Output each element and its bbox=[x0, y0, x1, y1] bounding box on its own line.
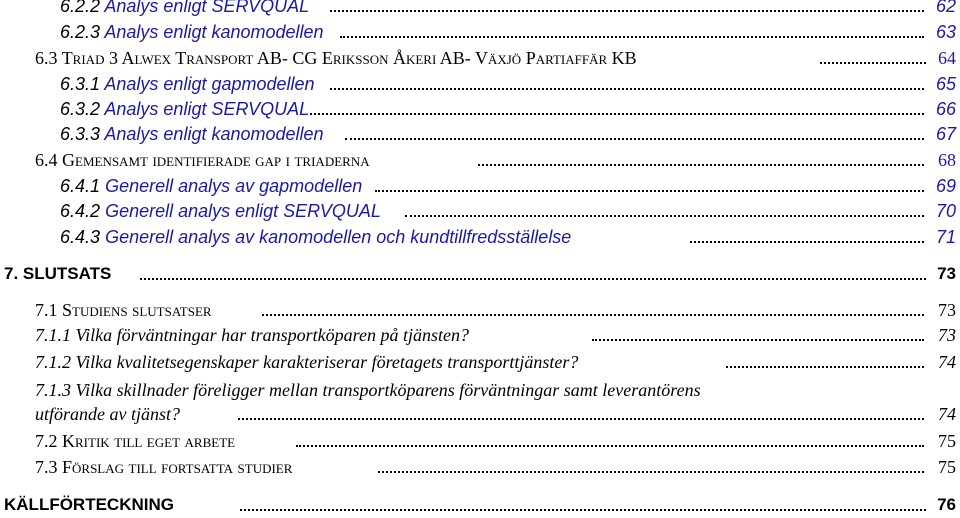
toc-entry-6-3-2[interactable] bbox=[0, 97, 960, 121]
toc-page-number[interactable]: 75 bbox=[938, 431, 956, 451]
toc-page-number[interactable]: 71 bbox=[935, 227, 956, 247]
toc-title[interactable]: Vilka kvalitetsegenskaper karakteriserar företagets transporttjänster? bbox=[75, 352, 579, 372]
toc-number: 7. bbox=[4, 264, 19, 283]
toc-title[interactable]: KÄLLFÖRTECKNING bbox=[4, 493, 175, 517]
toc-entry-6-3-3[interactable] bbox=[0, 122, 960, 146]
toc-title[interactable]: Analys enligt kanomodellen bbox=[104, 22, 324, 42]
toc-page-number[interactable]: 63 bbox=[935, 22, 956, 42]
toc-entry-7-2[interactable] bbox=[0, 429, 960, 453]
toc-page-number[interactable]: 74 bbox=[938, 404, 956, 424]
toc-entry-7[interactable] bbox=[0, 262, 960, 286]
toc-page-number[interactable]: 76 bbox=[936, 493, 956, 517]
toc-page-number[interactable]: 73 bbox=[938, 325, 956, 345]
toc-title[interactable]: Vilka förväntningar har transportköparen på tjänsten? bbox=[75, 325, 469, 345]
toc-entry-7-1[interactable] bbox=[0, 298, 960, 322]
toc-number: 6.2.3 bbox=[60, 22, 101, 42]
toc-entry-6-2-2[interactable] bbox=[0, 0, 960, 18]
toc-page-number[interactable]: 65 bbox=[935, 74, 956, 94]
toc-page-number[interactable]: 70 bbox=[935, 201, 956, 221]
toc-page-number[interactable]: 66 bbox=[935, 99, 956, 119]
toc-title[interactable]: Generell analys av kanomodellen och kundtillfredsställelse bbox=[105, 227, 572, 247]
toc-title[interactable]: Generell analys av gapmodellen bbox=[105, 176, 363, 196]
toc-entry-6-4-3[interactable] bbox=[0, 225, 960, 249]
toc-entry-7-1-1[interactable] bbox=[0, 323, 960, 347]
toc-title[interactable]: Analys enligt SERVQUAL bbox=[104, 0, 310, 16]
toc-entry-7-1-3[interactable] bbox=[0, 378, 960, 402]
toc-number: 6.3.3 bbox=[60, 124, 101, 144]
toc-entry-6-4[interactable] bbox=[0, 148, 960, 172]
toc-page-number[interactable]: 64 bbox=[938, 48, 956, 68]
toc-page-number[interactable]: 74 bbox=[938, 352, 956, 372]
toc-entry-6-4-2[interactable] bbox=[0, 199, 960, 223]
toc-number: 6.3.2 bbox=[60, 99, 101, 119]
toc-title[interactable]: SLUTSATS bbox=[22, 264, 112, 283]
toc-number: 7.3 bbox=[35, 457, 58, 477]
toc-title[interactable]: Förslag till fortsatta studier bbox=[62, 457, 293, 477]
toc-title[interactable]: Analys enligt gapmodellen bbox=[104, 74, 315, 94]
toc-page-number[interactable]: 69 bbox=[935, 176, 956, 196]
toc-title[interactable]: Gemensamt identifierade gap i triaderna bbox=[62, 150, 370, 170]
toc-page-number[interactable]: 67 bbox=[935, 124, 956, 144]
toc-title[interactable]: Kritik till eget arbete bbox=[62, 431, 236, 451]
toc-number: 7.1 bbox=[35, 300, 58, 320]
toc-page-number[interactable]: 73 bbox=[936, 262, 956, 286]
toc-number: 6.3.1 bbox=[60, 74, 101, 94]
toc-number: 7.1.3 bbox=[35, 380, 71, 400]
toc-number: 6.2.2 bbox=[60, 0, 101, 16]
toc-entry-7-1-3-cont[interactable] bbox=[0, 402, 960, 426]
toc-number: 6.4.1 bbox=[60, 176, 101, 196]
toc-number: 6.4 bbox=[35, 150, 58, 170]
toc-entry-7-3[interactable] bbox=[0, 455, 960, 479]
toc-number: 6.4.3 bbox=[60, 227, 101, 247]
toc-page-number[interactable]: 68 bbox=[938, 150, 956, 170]
toc-number: 6.4.2 bbox=[60, 201, 101, 221]
toc-title[interactable]: Triad 3 Alwex Transport AB- CG Eriksson Åkeri AB- Växjö Partiaffär KB bbox=[61, 48, 637, 68]
toc-page-number[interactable]: 75 bbox=[938, 457, 956, 477]
toc-page-number[interactable]: 62 bbox=[935, 0, 956, 18]
toc-title-continued[interactable]: utförande av tjänst? bbox=[35, 404, 180, 424]
toc-title[interactable]: Generell analys enligt SERVQUAL bbox=[105, 201, 381, 221]
toc-number: 7.2 bbox=[35, 431, 58, 451]
toc-title[interactable]: Analys enligt kanomodellen bbox=[104, 124, 324, 144]
toc-entry-7-1-2[interactable] bbox=[0, 350, 960, 374]
toc-title[interactable]: Studiens slutsatser bbox=[62, 300, 212, 320]
toc-title[interactable]: Vilka skillnader föreligger mellan transportköparens förväntningar samt leverantörens bbox=[75, 380, 701, 400]
toc-entry-6-3-1[interactable] bbox=[0, 72, 960, 96]
toc-number: 7.1.1 bbox=[35, 325, 71, 345]
toc-number: 7.1.2 bbox=[35, 352, 71, 372]
toc-page-number[interactable]: 73 bbox=[938, 300, 956, 320]
toc-entry-6-2-3[interactable] bbox=[0, 20, 960, 44]
toc-entry-6-3[interactable] bbox=[0, 46, 960, 70]
toc-entry-kallforteckning[interactable] bbox=[0, 493, 960, 517]
toc-title[interactable]: Analys enligt SERVQUAL bbox=[104, 99, 310, 119]
toc-entry-6-4-1[interactable] bbox=[0, 174, 960, 198]
toc-number: 6.3 bbox=[35, 48, 58, 68]
